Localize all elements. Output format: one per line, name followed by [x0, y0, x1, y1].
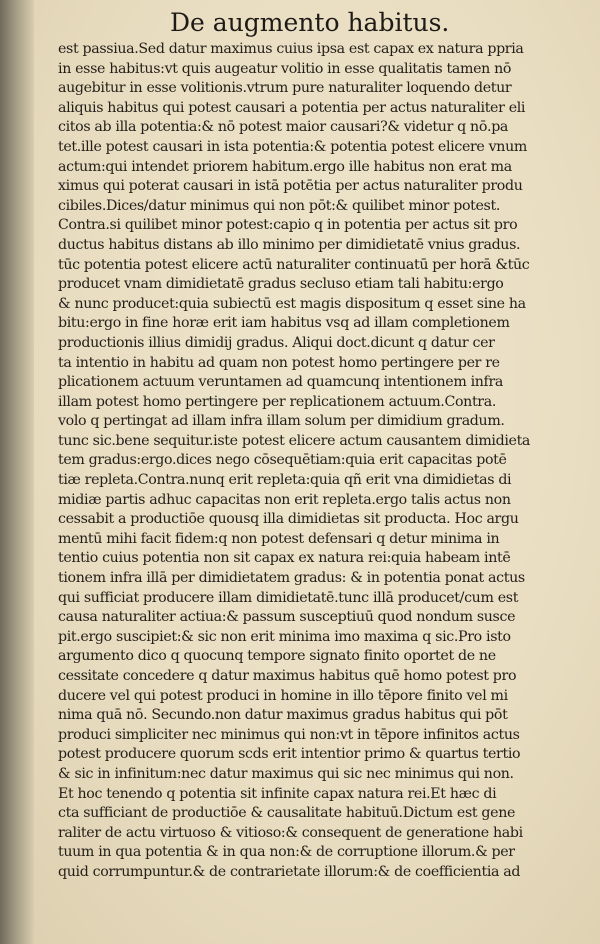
text-line: cta sufficiant de productiōe & causalitate habituū.Dictum est gene — [58, 805, 516, 822]
text-line: ducere vel qui potest produci in homine in illo tēpore finito vel mi — [58, 687, 508, 704]
text-line: tem gradus:ergo.dices nego cōsequētiam:quia erit capacitas potē — [58, 452, 507, 469]
text-line: cibiles.Dices/datur minimus qui non pōt:& quilibet minor potest. — [58, 197, 500, 214]
text-line: mentū mihi facit fidem:q non potest defensari q detur minima in — [58, 530, 500, 547]
text-line: midiæ partis adhuc capacitas non erit repleta.ergo talis actus non — [58, 491, 511, 508]
text-line: Contra.si quilibet minor potest:capio q in potentia per actus sit pro — [58, 217, 518, 234]
text-line: nima quā nō. Secundo.non datur maximus gradus habitus qui pōt — [58, 707, 508, 724]
text-line: causa naturaliter actiua:& passum susceptiuū quod nondum susce — [58, 609, 516, 626]
text-line: tunc sic.bene sequitur.iste potest elicere actum causantem dimidieta — [58, 432, 531, 449]
text-line: citos ab illa potentia:& nō potest maior causari?& videtur q nō.pa — [58, 119, 509, 136]
text-line: augebitur in esse volitionis.vtrum pure naturaliter loquendo detur — [58, 80, 512, 97]
text-line: productionis illius dimidij gradus. Aliqui doct.dicunt q datur cer — [58, 334, 495, 351]
text-line: tiæ repleta.Contra.nunq erit repleta:quia qñ erit vna dimidietas di — [58, 472, 512, 489]
text-line: argumento dico q quocunq tempore signato finito oportet de ne — [58, 648, 496, 665]
text-line: quid corrumpuntur.& de contrarietate illorum:& de coefficientia ad — [58, 863, 521, 880]
text-line: & nunc producet:quia subiectū est magis dispositum q esset sine ha — [58, 295, 526, 312]
text-line: ximus qui poterat causari in istā potētia per actus naturaliter produ — [58, 178, 523, 195]
text-line: potest producere quorum scds erit intentior primo & quartus tertio — [58, 746, 521, 763]
text-line: tet.ille potest causari in ista potentia:& potentia potest elicere vnum — [58, 138, 527, 155]
text-line: tūc potentia potest elicere actū naturaliter continuatū per horā &tūc — [58, 256, 530, 273]
text-line: ta intentio in habitu ad quam non potest homo pertingere per re — [58, 354, 500, 371]
text-line: in esse habitus:vt quis augeatur volitio in esse qualitatis tamen nō — [58, 60, 512, 77]
text-line: volo q pertingat ad illam infra illam solum per dimidium gradum. — [58, 413, 505, 430]
text-line: pit.ergo suscipiet:& sic non erit minima imo maxima q sic.Pro isto — [58, 628, 511, 645]
text-line: ductus habitus distans ab illo minimo per dimidietatē vnius gradus. — [58, 236, 521, 253]
text-line: tionem infra illā per dimidietatem gradus: & in potentia ponat actus — [58, 570, 525, 587]
text-line: illam potest homo pertingere per replicationem actuum.Contra. — [58, 393, 496, 410]
text-line: Et hoc tenendo q potentia sit infinite capax natura rei.Et hæc di — [58, 785, 497, 802]
text-line: cessabit a productiōe quousq illa dimidietas sit producta. Hoc argu — [58, 511, 519, 528]
text-line: qui sufficiat producere illam dimidietatē.tunc illā producet/cum est — [58, 589, 519, 606]
text-line: plicationem actuum veruntamen ad quamcunq intentionem infra — [58, 374, 504, 391]
text-line: actum:qui intendet priorem habitum.ergo ille habitus non erat ma — [58, 158, 512, 175]
text-line: producet vnam dimidietatē gradus secluso etiam tali habitu:ergo — [58, 276, 504, 293]
running-header: De augmento habitus. — [170, 8, 450, 37]
text-line: est passiua.Sed datur maximus cuius ipsa est capax ex natura ppria — [58, 41, 524, 57]
text-line: aliquis habitus qui potest causari a potentia per actus naturaliter eli — [58, 99, 526, 116]
text-line: produci simpliciter nec minimus qui non:vt in tēpore infinitos actus — [58, 726, 520, 743]
text-line: tentio cuius potentia non sit capax ex natura rei:quia habeam intē — [58, 550, 511, 567]
text-line: tuum in qua potentia & in qua non:& de corruptione illorum.& per — [58, 844, 515, 861]
binding-gutter — [0, 0, 34, 944]
body-text — [58, 40, 578, 883]
text-line: & sic in infinitum:nec datur maximus qui sic nec minimus qui non. — [58, 765, 514, 782]
text-line: cessitate concedere q datur maximus habitus quē homo potest pro — [58, 668, 517, 684]
text-line: raliter de actu virtuoso & vitioso:& consequent de generatione habi — [58, 824, 523, 841]
text-line: bitu:ergo in fine horæ erit iam habitus vsq ad illam completionem — [58, 315, 510, 332]
